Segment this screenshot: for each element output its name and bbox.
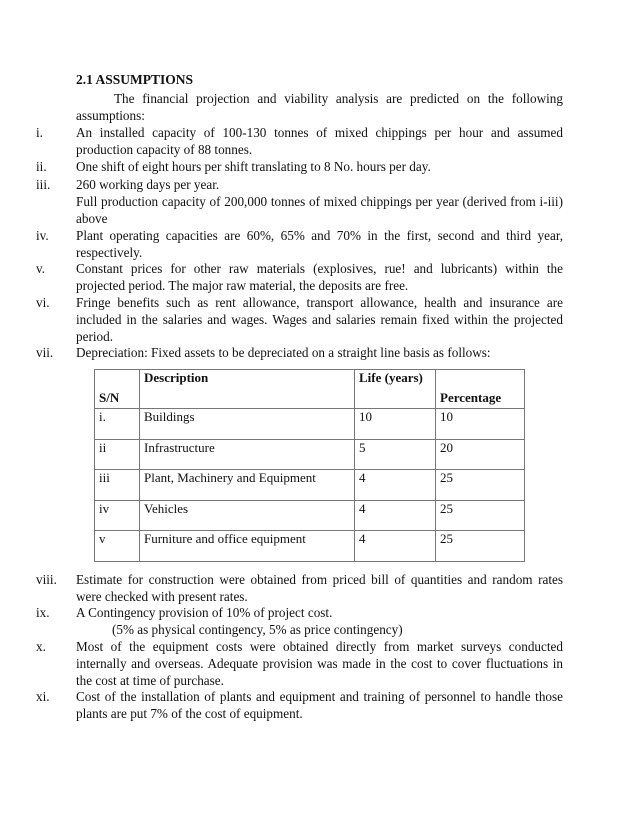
item-text: Full production capacity of 200,000 tonnes of mixed chippings per year (derived from i-iii) above	[76, 194, 563, 226]
table-row	[95, 531, 525, 562]
intro-text: The financial projection and viability analysis are predicted on the following assumptions:	[76, 91, 563, 123]
item-text: Cost of the installation of plants and equipment and training of personnel to handle those plants are put 7% of the cost of equipment.	[76, 689, 563, 721]
cell-description: Vehicles	[140, 500, 355, 531]
item-number: xi.	[36, 689, 50, 704]
cell-sn: iv	[95, 500, 140, 531]
item-number: viii.	[36, 572, 57, 587]
cell-description: Buildings	[140, 409, 355, 440]
header-description: Description	[140, 370, 355, 409]
cell-sn: ii	[95, 439, 140, 470]
item-text: A Contingency provision of 10% of project cost.	[76, 605, 333, 620]
item-text: Depreciation: Fixed assets to be depreciated on a straight line basis as follows:	[76, 345, 491, 360]
item-text: Most of the equipment costs were obtained directly from market surveys conducted internally and overseas. Adequate provision was made in the cost to cover fluctuations in the cost at time of purchase.	[76, 639, 563, 688]
item-number: v.	[36, 261, 46, 276]
item-number: ix.	[36, 605, 50, 620]
depreciation-table	[94, 369, 525, 562]
item-text: An installed capacity of 100-130 tonnes of mixed chippings per hour and assumed production capacity of 88 tonnes.	[76, 125, 563, 157]
cell-percentage: 10	[436, 409, 525, 440]
cell-life: 4	[355, 470, 436, 501]
item-number: vi.	[36, 295, 50, 310]
cell-description: Furniture and office equipment	[140, 531, 355, 562]
header-sn: S/N	[95, 370, 140, 409]
item-number: vii.	[36, 345, 54, 360]
item-number: ii.	[36, 159, 47, 174]
cell-sn: i.	[95, 409, 140, 440]
item-number: iii.	[36, 177, 51, 192]
cell-description: Infrastructure	[140, 439, 355, 470]
item-text: Estimate for construction were obtained from priced bill of quantities and random rates were checked with present rates.	[76, 572, 563, 604]
item-number: iv.	[36, 228, 49, 243]
item-text: 260 working days per year.	[76, 177, 220, 192]
item-text: Plant operating capacities are 60%, 65% and 70% in the first, second and third year, respectively.	[76, 228, 563, 260]
cell-description: Plant, Machinery and Equipment	[140, 470, 355, 501]
cell-life: 10	[355, 409, 436, 440]
item-number: x.	[36, 639, 46, 654]
table-header-row	[95, 370, 525, 409]
item-text: Constant prices for other raw materials (explosives, rue! and lubricants) within the projected period. The major raw material, the deposits are free.	[76, 261, 563, 293]
table-row	[95, 439, 525, 470]
cell-percentage: 25	[436, 500, 525, 531]
item-text: Fringe benefits such as rent allowance, transport allowance, health and insurance are included in the salaries and wages. Wages and salaries remain fixed within the projected period.	[76, 295, 563, 344]
cell-percentage: 20	[436, 439, 525, 470]
header-percentage: Percentage	[436, 370, 525, 409]
cell-sn: v	[95, 531, 140, 562]
cell-life: 4	[355, 500, 436, 531]
cell-life: 5	[355, 439, 436, 470]
cell-sn: iii	[95, 470, 140, 501]
intro-paragraph	[76, 91, 563, 125]
table-row	[95, 500, 525, 531]
section-heading: 2.1 ASSUMPTIONS	[76, 72, 194, 87]
cell-percentage: 25	[436, 470, 525, 501]
contingency-note: (5% as physical contingency, 5% as price contingency)	[112, 622, 403, 637]
cell-life: 4	[355, 531, 436, 562]
table-row	[95, 470, 525, 501]
table-row	[95, 409, 525, 440]
header-life: Life (years)	[355, 370, 436, 409]
item-number: i.	[36, 125, 43, 140]
cell-percentage: 25	[436, 531, 525, 562]
item-text: One shift of eight hours per shift translating to 8 No. hours per day.	[76, 159, 431, 174]
